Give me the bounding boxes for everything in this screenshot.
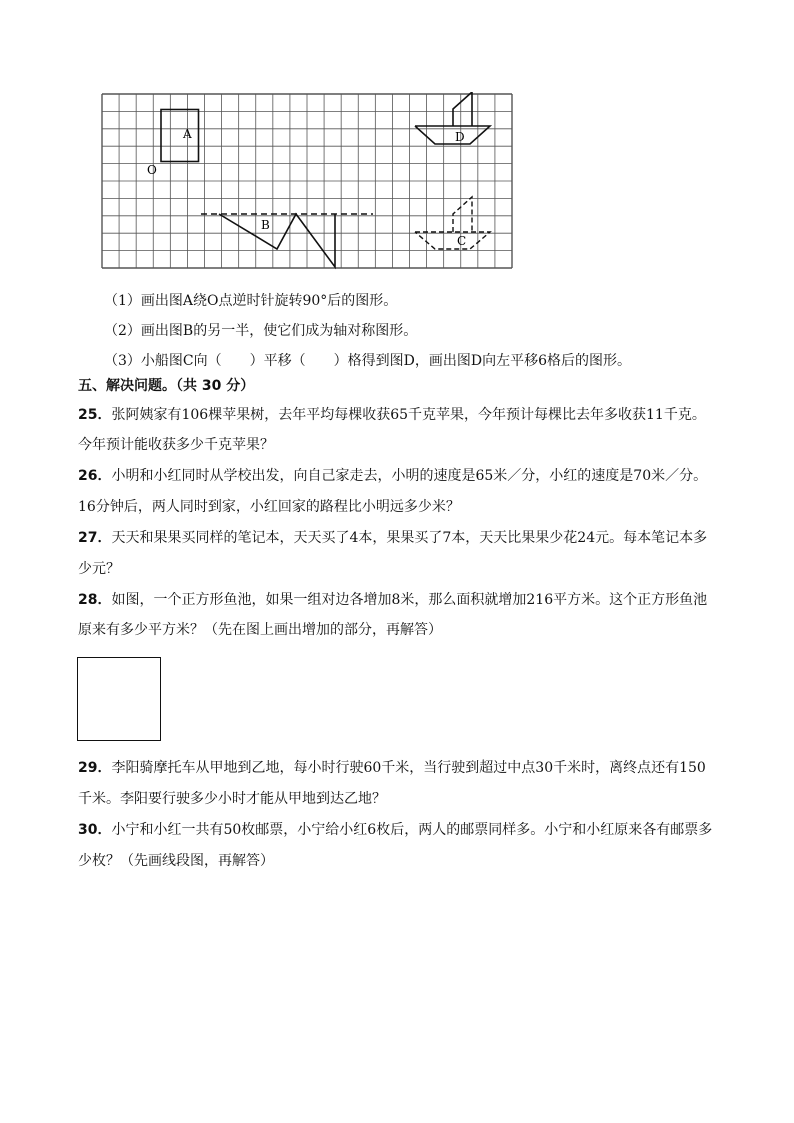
question-25-line-1 — [78, 405, 706, 425]
grid-task-3: （3）小船图C向（ ）平移（ ）格得到图D，画出图D向左平移6格后的图形。 — [104, 353, 631, 369]
question-text: 小宁和小红一共有50枚邮票，小宁给小红6枚后，两人的邮票同样多。小宁和小红原来各有邮票多 — [111, 822, 713, 838]
label-b: B — [261, 218, 270, 232]
question-29-line-2: 千米。李阳要行驶多少小时才能从甲地到达乙地？ — [78, 791, 386, 807]
question-number: 26． — [78, 468, 112, 484]
section-title: 五、解决问题。（共 30 分） — [78, 378, 255, 394]
question-text: 张阿姨家有106棵苹果树，去年平均每棵收获65千克苹果，今年预计每棵比去年多收获11千克。 — [111, 407, 706, 423]
label-d: D — [455, 130, 465, 144]
question-26-line-1 — [78, 466, 707, 486]
question-28-line-2: 原来有多少平方米？（先在图上画出增加的部分，再解答） — [78, 622, 442, 638]
grid-lines — [102, 94, 512, 268]
question-25-line-2: 今年预计能收获多少千克苹果？ — [78, 437, 274, 453]
shape-a — [161, 110, 199, 162]
question-text: 小明和小红同时从学校出发，向自己家走去，小明的速度是65米／分，小红的速度是70米／分。 — [111, 468, 708, 484]
grid-figure — [100, 92, 514, 270]
question-30-line-2: 少枚？（先画线段图，再解答） — [78, 853, 274, 869]
question-number: 29． — [78, 760, 112, 776]
question-text: 天天和果果买同样的笔记本，天天买了4本，果果买了7本，天天比果果少花24元。每本笔记本多 — [111, 530, 708, 546]
label-o: O — [147, 163, 157, 177]
question-text: 如图，一个正方形鱼池，如果一组对边各增加8米，那么面积就增加216平方米。这个正方形鱼池 — [111, 592, 708, 608]
question-29-line-1 — [78, 758, 706, 778]
square-pond-figure — [77, 657, 161, 741]
question-26-line-2: 16分钟后，两人同时到家，小红回家的路程比小明远多少米？ — [78, 499, 460, 515]
question-27-line-2: 少元？ — [78, 561, 120, 577]
question-number: 28． — [78, 592, 112, 608]
question-number: 30． — [78, 822, 112, 838]
question-28-line-1 — [78, 590, 707, 610]
question-text: 李阳骑摩托车从甲地到乙地，每小时行驶60千米，当行驶到超过中点30千米时，离终点还有150 — [111, 760, 706, 776]
grid-task-1: （1）画出图A绕O点逆时针旋转90°后的图形。 — [104, 293, 398, 309]
question-27-line-1 — [78, 528, 707, 548]
question-number: 27． — [78, 530, 112, 546]
label-a: A — [183, 127, 192, 141]
question-30-line-1 — [78, 820, 712, 840]
grid-task-2: （2）画出图B的另一半，使它们成为轴对称图形。 — [104, 323, 418, 339]
label-c: C — [457, 234, 467, 248]
question-number: 25． — [78, 407, 112, 423]
shape-b — [201, 214, 373, 267]
